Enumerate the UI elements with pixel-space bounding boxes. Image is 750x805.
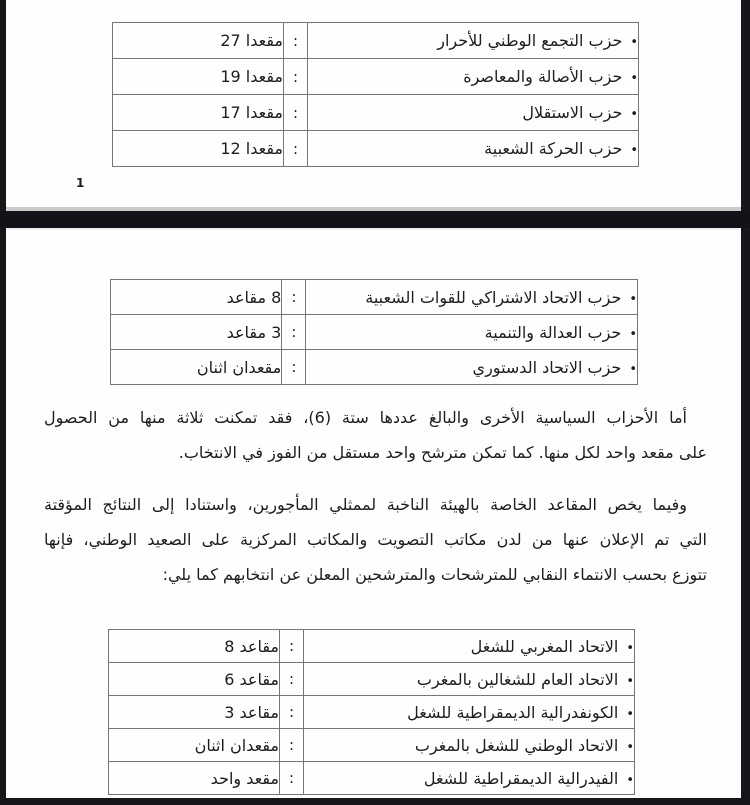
seat-count-cell: 12 مقعدا xyxy=(113,131,284,167)
table-row xyxy=(111,280,638,315)
colon-separator-cell: : xyxy=(284,131,308,167)
paragraph-line: على مقعد واحد لكل منها. كما تمكن مترشح واحد مستقل من الفوز في الانتخاب. xyxy=(178,443,707,462)
table-row xyxy=(109,762,635,795)
page-number: 1 xyxy=(76,176,85,190)
table-row xyxy=(113,131,639,167)
party-name: حزب العدالة والتنمية xyxy=(484,322,622,342)
union-name-cell xyxy=(304,762,635,795)
union-name: الكونفدرالية الديمقراطية للشغل xyxy=(407,702,619,722)
party-name: حزب الاتحاد الدستوري xyxy=(472,357,622,377)
bullet-icon: • xyxy=(630,107,638,122)
seat-count-cell: 8 مقاعد xyxy=(109,630,280,663)
bullet-icon: • xyxy=(629,326,637,342)
table-row xyxy=(109,663,635,696)
union-name-cell xyxy=(304,696,635,729)
colon-separator-cell: : xyxy=(280,696,304,729)
colon-separator-cell: : xyxy=(280,729,304,762)
bullet-icon: • xyxy=(626,739,634,755)
party-name-cell xyxy=(308,95,639,131)
bullet-icon: • xyxy=(626,673,634,689)
party-name-cell xyxy=(306,350,638,385)
bullet-icon: • xyxy=(630,71,638,86)
seat-count-cell: 27 مقعدا xyxy=(113,23,284,59)
colon-separator-cell: : xyxy=(280,663,304,696)
union-name: الاتحاد الوطني للشغل بالمغرب xyxy=(414,735,619,755)
colon-separator-cell: : xyxy=(282,315,306,350)
paragraph-line: وفيما يخص المقاعد الخاصة بالهيئة الناخبة لممثلي المأجورين، واستنادا إلى النتائج المؤقتة xyxy=(44,495,687,514)
paragraph-line: تتوزع بحسب الانتماء النقابي للمترشحات والمترشحين المعلن عن انتخابهم كما يلي: xyxy=(162,565,707,584)
party-name: حزب الاتحاد الاشتراكي للقوات الشعبية xyxy=(365,287,622,307)
paragraph-other-parties xyxy=(44,400,707,470)
party-name: حزب الحركة الشعبية xyxy=(484,139,623,158)
seat-count-cell: 6 مقاعد xyxy=(109,663,280,696)
table-row xyxy=(111,350,638,385)
union-name-cell xyxy=(304,663,635,696)
colon-separator-cell: : xyxy=(284,59,308,95)
seat-count-cell: 17 مقعدا xyxy=(113,95,284,131)
colon-separator-cell: : xyxy=(280,762,304,795)
seat-count-cell: 19 مقعدا xyxy=(113,59,284,95)
bullet-icon: • xyxy=(626,706,634,722)
party-name-cell xyxy=(308,131,639,167)
bullet-icon: • xyxy=(630,35,638,50)
colon-separator-cell: : xyxy=(282,280,306,315)
party-name: حزب الأصالة والمعاصرة xyxy=(463,67,623,86)
parties-seats-table-top xyxy=(112,22,639,167)
paragraph-line: التي تم الإعلان عنها من لدن مكاتب التصويت والمكاتب المركزية على الصعيد الوطني، فإنها xyxy=(44,530,707,549)
union-name: الفيدرالية الديمقراطية للشغل xyxy=(423,768,619,788)
bullet-icon: • xyxy=(629,361,637,377)
bullet-icon: • xyxy=(629,291,637,307)
party-name-cell xyxy=(308,59,639,95)
seat-count-cell: 8 مقاعد xyxy=(111,280,282,315)
page-break-gap xyxy=(0,211,750,228)
colon-separator-cell: : xyxy=(280,630,304,663)
party-name: حزب الاستقلال xyxy=(522,103,623,122)
page-1 xyxy=(6,0,741,211)
union-name-cell xyxy=(304,630,635,663)
colon-separator-cell: : xyxy=(284,95,308,131)
table-row xyxy=(113,23,639,59)
party-name-cell xyxy=(306,280,638,315)
seat-count-cell: 3 مقاعد xyxy=(111,315,282,350)
union-name-cell xyxy=(304,729,635,762)
party-name-cell xyxy=(306,315,638,350)
paragraph-union-seats xyxy=(44,487,707,592)
seat-count-cell: مقعدان اثنان xyxy=(111,350,282,385)
seat-count-cell: مقعد واحد xyxy=(109,762,280,795)
bullet-icon: • xyxy=(626,772,634,788)
parties-seats-table-small xyxy=(110,279,638,385)
union-name: الاتحاد العام للشغالين بالمغرب xyxy=(416,669,619,689)
table-row xyxy=(109,696,635,729)
party-name-cell xyxy=(308,23,639,59)
bullet-icon: • xyxy=(630,143,638,158)
bullet-icon: • xyxy=(626,640,634,656)
seat-count-cell: مقعدان اثنان xyxy=(109,729,280,762)
unions-seats-table xyxy=(108,629,635,795)
table-row xyxy=(109,630,635,663)
paragraph-line: أما الأحزاب السياسية الأخرى والبالغ عددها ستة (6)، فقد تمكنت ثلاثة منها من الحصول xyxy=(44,408,688,427)
union-name: الاتحاد المغربي للشغل xyxy=(470,636,619,656)
table-row xyxy=(113,95,639,131)
seat-count-cell: 3 مقاعد xyxy=(109,696,280,729)
party-name: حزب التجمع الوطني للأحرار xyxy=(437,31,623,50)
table-row xyxy=(111,315,638,350)
page-2 xyxy=(6,228,741,798)
colon-separator-cell: : xyxy=(284,23,308,59)
table-row xyxy=(109,729,635,762)
colon-separator-cell: : xyxy=(282,350,306,385)
table-row xyxy=(113,59,639,95)
